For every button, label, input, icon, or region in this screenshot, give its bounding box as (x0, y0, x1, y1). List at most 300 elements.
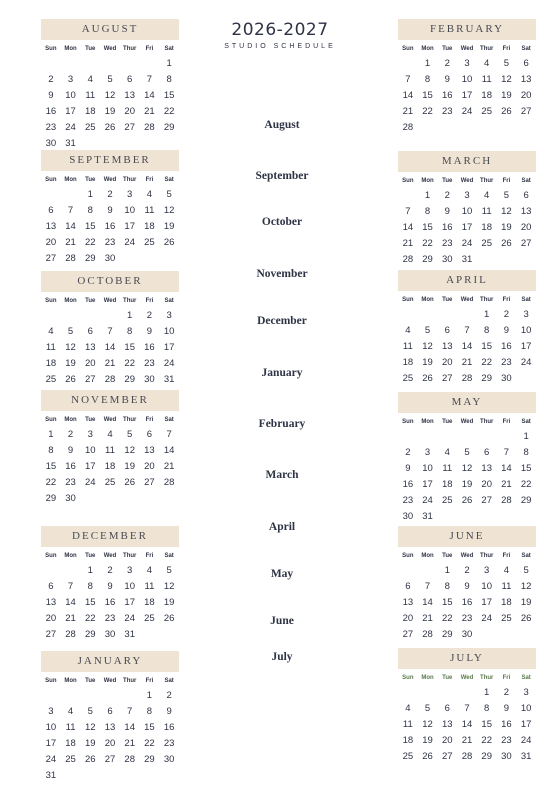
day-cell: 19 (65, 358, 76, 369)
day-cell: 28 (402, 122, 414, 133)
empty-day-cell (100, 688, 120, 704)
day-cell: 9 (503, 703, 510, 714)
day-cell: 26 (422, 373, 433, 384)
day-cell: 24 (65, 122, 76, 133)
month-title: APRIL (398, 270, 536, 291)
day-cell: 13 (124, 90, 135, 101)
weekday-label: Tue (442, 675, 453, 681)
weekday-label: Fri (145, 417, 154, 423)
weekday-label: Sun (45, 298, 57, 304)
day-cell: 2 (107, 189, 113, 200)
weekday-label: Thur (480, 178, 494, 184)
day-cell: 18 (402, 357, 414, 368)
empty-day-cell (457, 429, 477, 445)
day-cell: 25 (144, 613, 155, 624)
day-cell: 23 (441, 106, 453, 117)
day-cell: 7 (405, 74, 411, 85)
day-cell: 24 (481, 613, 492, 624)
day-cell: 6 (48, 205, 54, 216)
weekday-label: Sat (521, 46, 531, 52)
day-cell: 10 (84, 445, 96, 456)
month-march (398, 151, 536, 268)
day-cell: 12 (65, 342, 76, 353)
weekday-label: Sun (402, 297, 414, 303)
day-cell: 7 (107, 326, 113, 337)
day-cell: 9 (107, 205, 113, 216)
weekday-label: Wed (460, 675, 474, 681)
month-september (41, 150, 179, 267)
day-cell: 25 (402, 373, 414, 384)
day-cell: 26 (501, 238, 512, 249)
day-cell: 22 (84, 613, 96, 624)
day-cell: 28 (461, 373, 473, 384)
day-cell: 26 (163, 613, 175, 624)
day-cell: 12 (501, 74, 512, 85)
day-cell: 2 (166, 690, 172, 701)
day-cell: 7 (464, 703, 470, 714)
empty-day-cell (418, 685, 438, 701)
day-cell: 24 (520, 357, 532, 368)
day-cell: 2 (503, 687, 510, 698)
month-title: MARCH (398, 151, 536, 172)
day-cell: 20 (104, 738, 116, 749)
day-cell: 17 (124, 597, 135, 608)
day-cell: 4 (107, 429, 113, 440)
weekday-label: Thur (123, 553, 137, 559)
day-cell: 15 (144, 722, 155, 733)
day-cell: 13 (520, 74, 532, 85)
month-june (398, 526, 536, 643)
day-cell: 17 (45, 738, 57, 749)
day-cell: 8 (87, 581, 93, 592)
page-title: 2026-2027 (231, 20, 329, 40)
weekday-label: Fri (145, 678, 154, 684)
center-label-may: May (270, 568, 294, 580)
day-cell: 31 (124, 629, 135, 640)
day-cell: 17 (163, 342, 175, 353)
day-cell: 10 (461, 74, 473, 85)
center-label-february: February (258, 418, 306, 430)
day-cell: 6 (523, 58, 529, 69)
month-february (398, 19, 536, 136)
day-cell: 5 (67, 326, 74, 337)
day-cell: 27 (45, 629, 57, 640)
day-cell: 26 (163, 237, 175, 248)
day-cell: 26 (84, 754, 96, 765)
day-cell: 28 (144, 122, 155, 133)
day-cell: 29 (422, 254, 433, 265)
day-cell: 17 (84, 461, 96, 472)
day-cell: 3 (48, 706, 54, 717)
weekday-label: Tue (442, 178, 453, 184)
day-cell: 13 (84, 342, 96, 353)
day-cell: 29 (520, 495, 532, 506)
day-cell: 15 (422, 222, 433, 233)
day-cell: 29 (45, 493, 57, 504)
day-cell: 4 (146, 565, 153, 576)
day-cell: 30 (45, 138, 57, 149)
weekday-label: Fri (502, 46, 511, 52)
day-cell: 8 (484, 703, 490, 714)
day-cell: 16 (441, 222, 453, 233)
day-cell: 20 (481, 479, 492, 490)
day-cell: 6 (127, 74, 133, 85)
day-cell: 1 (48, 429, 54, 440)
day-cell: 5 (87, 706, 93, 717)
day-cell: 14 (422, 597, 433, 608)
day-cell: 8 (146, 706, 153, 717)
weekday-label: Sat (164, 678, 174, 684)
day-cell: 9 (67, 445, 74, 456)
empty-day-cell (41, 563, 61, 579)
day-cell: 19 (104, 106, 116, 117)
day-cell: 21 (461, 735, 473, 746)
day-cell: 16 (163, 722, 175, 733)
month-grid (398, 550, 536, 643)
day-cell: 19 (461, 479, 473, 490)
day-cell: 1 (484, 687, 490, 698)
day-cell: 29 (163, 122, 175, 133)
day-cell: 10 (163, 326, 175, 337)
day-cell: 14 (402, 90, 414, 101)
day-cell: 14 (461, 719, 473, 730)
day-cell: 6 (146, 429, 153, 440)
day-cell: 11 (481, 74, 492, 85)
day-cell: 10 (45, 722, 57, 733)
month-november (41, 390, 179, 507)
day-cell: 1 (87, 565, 93, 576)
day-cell: 10 (520, 703, 532, 714)
empty-day-cell (457, 685, 477, 701)
day-cell: 22 (422, 238, 433, 249)
day-cell: 19 (422, 735, 433, 746)
day-cell: 23 (45, 122, 57, 133)
weekday-label: Fri (145, 46, 154, 52)
day-cell: 22 (422, 106, 433, 117)
day-cell: 3 (67, 74, 74, 85)
month-october (41, 271, 179, 388)
weekday-label: Mon (421, 675, 434, 681)
day-cell: 21 (163, 461, 175, 472)
day-cell: 23 (65, 477, 76, 488)
weekday-label: Sat (164, 417, 174, 423)
day-cell: 25 (84, 122, 96, 133)
day-cell: 28 (461, 751, 473, 762)
day-cell: 9 (48, 90, 54, 101)
day-cell: 8 (48, 445, 54, 456)
empty-day-cell (437, 307, 457, 323)
day-cell: 15 (84, 597, 96, 608)
month-title: JUNE (398, 526, 536, 547)
center-label-june: June (270, 615, 294, 627)
day-cell: 11 (144, 205, 155, 216)
day-cell: 2 (444, 190, 450, 201)
day-cell: 20 (441, 357, 453, 368)
day-cell: 27 (441, 751, 453, 762)
day-cell: 24 (461, 106, 473, 117)
day-cell: 15 (84, 221, 96, 232)
month-title: FEBRUARY (398, 19, 536, 40)
day-cell: 16 (104, 597, 116, 608)
empty-day-cell (41, 187, 61, 203)
weekday-label: Fri (145, 298, 154, 304)
day-cell: 29 (481, 373, 492, 384)
day-cell: 4 (146, 189, 153, 200)
day-cell: 10 (124, 581, 135, 592)
day-cell: 2 (48, 74, 54, 85)
day-cell: 4 (484, 190, 490, 201)
day-cell: 21 (422, 613, 433, 624)
day-cell: 20 (124, 106, 135, 117)
day-cell: 8 (424, 74, 431, 85)
day-cell: 15 (481, 341, 492, 352)
day-cell: 3 (464, 190, 470, 201)
center-label-november: November (256, 268, 308, 280)
day-cell: 7 (424, 581, 431, 592)
empty-day-cell (457, 307, 477, 323)
day-cell: 24 (163, 358, 175, 369)
day-cell: 14 (402, 222, 414, 233)
empty-day-cell (398, 307, 418, 323)
day-cell: 3 (166, 310, 172, 321)
day-cell: 27 (441, 373, 453, 384)
day-cell: 7 (166, 429, 172, 440)
weekday-label: Mon (64, 46, 77, 52)
day-cell: 19 (163, 221, 175, 232)
weekday-label: Tue (85, 46, 96, 52)
day-cell: 11 (65, 722, 76, 733)
day-cell: 4 (503, 565, 510, 576)
day-cell: 18 (45, 358, 57, 369)
empty-day-cell (41, 308, 61, 324)
day-cell: 3 (464, 58, 470, 69)
day-cell: 17 (422, 479, 433, 490)
day-cell: 28 (65, 253, 76, 264)
weekday-label: Tue (85, 417, 96, 423)
day-cell: 17 (520, 341, 532, 352)
day-cell: 18 (104, 461, 116, 472)
day-cell: 13 (441, 719, 453, 730)
day-cell: 6 (107, 706, 113, 717)
day-cell: 13 (104, 722, 116, 733)
day-cell: 10 (520, 325, 532, 336)
day-cell: 11 (501, 581, 512, 592)
day-cell: 21 (402, 238, 414, 249)
empty-day-cell (61, 187, 81, 203)
month-grid (398, 294, 536, 387)
day-cell: 25 (481, 238, 492, 249)
weekday-label: Sun (45, 678, 57, 684)
month-april (398, 270, 536, 387)
weekday-label: Sun (45, 46, 57, 52)
day-cell: 27 (520, 106, 532, 117)
day-cell: 27 (124, 122, 135, 133)
weekday-label: Sat (521, 178, 531, 184)
day-cell: 12 (461, 463, 473, 474)
day-cell: 21 (461, 357, 473, 368)
day-cell: 23 (402, 495, 414, 506)
day-cell: 3 (424, 447, 431, 458)
day-cell: 27 (45, 253, 57, 264)
day-cell: 19 (501, 222, 512, 233)
day-cell: 20 (520, 90, 532, 101)
weekday-label: Sat (164, 46, 174, 52)
day-cell: 18 (481, 222, 492, 233)
day-cell: 31 (163, 374, 175, 385)
weekday-label: Sun (402, 419, 414, 425)
day-cell: 9 (107, 581, 113, 592)
empty-day-cell (61, 563, 81, 579)
weekday-label: Tue (85, 177, 96, 183)
day-cell: 1 (424, 58, 431, 69)
day-cell: 20 (441, 735, 453, 746)
day-cell: 27 (402, 629, 414, 640)
weekday-label: Fri (502, 297, 511, 303)
day-cell: 25 (144, 237, 155, 248)
day-cell: 27 (104, 754, 116, 765)
weekday-label: Tue (442, 297, 453, 303)
day-cell: 7 (464, 325, 470, 336)
day-cell: 18 (84, 106, 96, 117)
day-cell: 17 (461, 90, 473, 101)
weekday-label: Sat (164, 553, 174, 559)
weekday-label: Mon (421, 46, 434, 52)
day-cell: 19 (84, 738, 96, 749)
day-cell: 30 (104, 629, 116, 640)
day-cell: 19 (163, 597, 175, 608)
weekday-label: Fri (145, 553, 154, 559)
day-cell: 4 (405, 325, 411, 336)
day-cell: 23 (501, 735, 512, 746)
day-cell: 5 (166, 565, 172, 576)
day-cell: 1 (424, 190, 431, 201)
day-cell: 10 (124, 205, 135, 216)
month-grid (398, 175, 536, 268)
day-cell: 20 (402, 613, 414, 624)
day-cell: 14 (65, 597, 76, 608)
day-cell: 30 (65, 493, 76, 504)
day-cell: 23 (461, 613, 473, 624)
empty-day-cell (100, 56, 120, 72)
empty-day-cell (398, 56, 418, 72)
weekday-label: Thur (123, 678, 137, 684)
weekday-label: Fri (145, 177, 154, 183)
day-cell: 3 (87, 429, 93, 440)
day-cell: 17 (65, 106, 76, 117)
day-cell: 1 (166, 58, 172, 69)
weekday-label: Wed (460, 419, 474, 425)
day-cell: 3 (523, 687, 529, 698)
day-cell: 27 (144, 477, 155, 488)
month-grid (41, 414, 179, 507)
day-cell: 28 (65, 629, 76, 640)
day-cell: 10 (481, 581, 492, 592)
center-label-march: March (265, 469, 299, 481)
weekday-label: Mon (64, 417, 77, 423)
day-cell: 16 (144, 342, 155, 353)
day-cell: 11 (481, 206, 492, 217)
day-cell: 20 (144, 461, 155, 472)
month-grid (41, 174, 179, 267)
weekday-label: Thur (123, 177, 137, 183)
day-cell: 9 (146, 326, 153, 337)
weekday-label: Wed (103, 177, 117, 183)
weekday-label: Wed (103, 417, 117, 423)
day-cell: 30 (461, 629, 473, 640)
day-cell: 22 (441, 613, 453, 624)
day-cell: 15 (45, 461, 57, 472)
day-cell: 25 (501, 613, 512, 624)
day-cell: 21 (501, 479, 512, 490)
day-cell: 18 (441, 479, 453, 490)
day-cell: 17 (520, 719, 532, 730)
center-label-july: July (271, 651, 293, 663)
weekday-label: Sun (402, 675, 414, 681)
empty-day-cell (418, 307, 438, 323)
day-cell: 28 (402, 254, 414, 265)
day-cell: 16 (402, 479, 414, 490)
day-cell: 3 (127, 189, 133, 200)
day-cell: 6 (484, 447, 490, 458)
day-cell: 1 (146, 690, 153, 701)
day-cell: 26 (104, 122, 116, 133)
day-cell: 22 (84, 237, 96, 248)
weekday-label: Wed (103, 46, 117, 52)
day-cell: 14 (501, 463, 512, 474)
day-cell: 3 (127, 565, 133, 576)
day-cell: 1 (484, 309, 490, 320)
day-cell: 5 (464, 447, 470, 458)
empty-day-cell (80, 688, 100, 704)
day-cell: 14 (461, 341, 473, 352)
day-cell: 12 (124, 445, 135, 456)
page-subtitle: STUDIO SCHEDULE (224, 43, 336, 50)
day-cell: 21 (124, 738, 135, 749)
weekday-label: Sat (164, 177, 174, 183)
day-cell: 11 (402, 341, 413, 352)
day-cell: 5 (424, 703, 431, 714)
day-cell: 12 (104, 90, 116, 101)
weekday-label: Fri (502, 178, 511, 184)
day-cell: 6 (48, 581, 54, 592)
day-cell: 10 (65, 90, 76, 101)
day-cell: 31 (45, 770, 57, 781)
day-cell: 24 (45, 754, 57, 765)
center-label-september: September (255, 170, 309, 182)
weekday-label: Sun (402, 553, 414, 559)
weekday-label: Wed (103, 298, 117, 304)
day-cell: 6 (444, 325, 450, 336)
day-cell: 13 (144, 445, 155, 456)
weekday-label: Fri (502, 675, 511, 681)
weekday-label: Tue (85, 298, 96, 304)
weekday-label: Tue (85, 678, 96, 684)
day-cell: 27 (481, 495, 492, 506)
calendar-header (195, 20, 365, 50)
empty-day-cell (100, 308, 120, 324)
month-grid (398, 43, 536, 136)
day-cell: 5 (503, 190, 510, 201)
center-label-december: December (257, 315, 307, 327)
empty-day-cell (80, 56, 100, 72)
day-cell: 25 (104, 477, 116, 488)
day-cell: 20 (84, 358, 96, 369)
day-cell: 16 (461, 597, 473, 608)
day-cell: 28 (104, 374, 116, 385)
empty-day-cell (120, 56, 140, 72)
day-cell: 19 (124, 461, 135, 472)
day-cell: 1 (444, 565, 450, 576)
